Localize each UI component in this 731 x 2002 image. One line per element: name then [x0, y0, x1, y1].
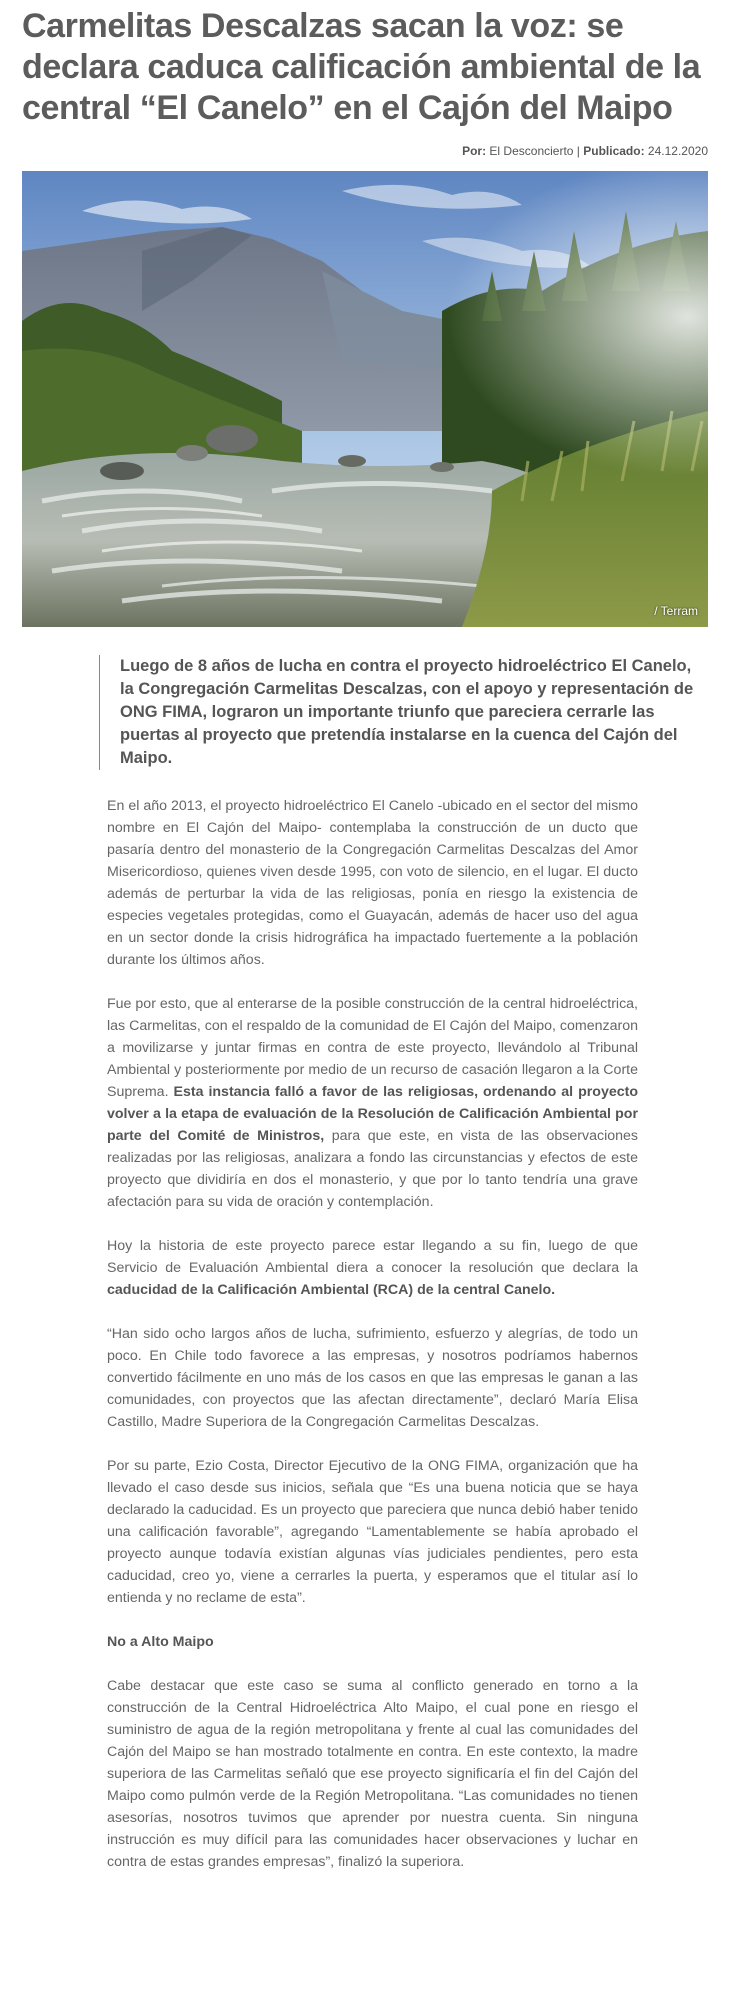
publish-date: 24.12.2020: [644, 144, 708, 158]
author-label: Por:: [462, 144, 487, 158]
paragraph-2-bold: Esta instancia falló a favor de las religiosas, ordenando al proyecto volver a la etapa de evaluación de la Resolución de Calificación Ambiental por parte del Comité de Ministros,: [107, 1084, 639, 1144]
paragraph-2: [107, 993, 638, 1213]
article-title: Carmelitas Descalzas sacan la voz: se declara caduca calificación ambiental de la central “El Canelo” en el Cajón del Maipo: [22, 7, 701, 127]
hero-image: [22, 171, 708, 627]
paragraph-6: Cabe destacar que este caso se suma al conflicto generado en torno a la construcción de la Central Hidroeléctrica Alto Maipo, el cual pone en riesgo el suministro de agua de la región metropolitana y frente al cual las comunidades del Cajón del Maipo se han mostrado totalmente en contra. En este contexto, la madre superiora de las Carmelitas señaló que ese proyecto significaría el fin del Cajón del Maipo como pulmón verde de la Región Metropolitana. “Las comunidades no tienen asesorías, nosotros tuvimos que aprender por nuestra cuenta. Sin ninguna instrucción es muy difícil para las comunidades hacer observaciones y luchar en contra de estas grandes empresas”, finalizó la superiora.: [107, 1678, 638, 1870]
paragraph-4: “Han sido ocho largos años de lucha, sufrimiento, esfuerzo y alegrías, de todo un poco. En Chile todo favorece a las empresas, y nosotros podríamos habernos convertido fácilmente en uno más de los casos en que las empresas le ganan a las comunidades, con proyectos que las afectan directamente”, declaró María Elisa Castillo, Madre Superiora de la Congregación Carmelitas Descalzas.: [107, 1326, 638, 1430]
published-label: Publicado:: [583, 144, 645, 158]
image-credit: / Terram: [654, 604, 698, 618]
paragraph-2-text-c: para que este, en vista de las observaciones realizadas por las religiosas, analizara a fondo las circunstancias y efectos de este proyecto que dividiría en dos el monasterio, y que por lo tanto tendría una grave afectación para su vida de oración y contemplación.: [107, 1128, 638, 1210]
section-subheading: No a Alto Maipo: [107, 1634, 214, 1650]
author-name: El Desconcierto |: [486, 144, 584, 158]
paragraph-1: En el año 2013, el proyecto hidroeléctrico El Canelo -ubicado en el sector del mismo nombre en El Cajón del Maipo- contemplaba la construcción de un ducto que pasaría dentro del monasterio de la Congregación Carmelitas Descalzas del Amor Misericordioso, quienes viven desde 1995, con voto de silencio, en el lugar. El ducto además de perturbar la vida de las religiosas, ponía en riesgo la existencia de especies vegetales protegidas, como el Guayacán, además de hacer uso del agua en un sector donde la crisis hidrográfica ha impactado fuertemente a la población durante los últimos años.: [107, 798, 638, 968]
paragraph-3: [107, 1235, 638, 1301]
paragraph-3-text: Hoy la historia de este proyecto parece estar llegando a su fin, luego de que Servicio de Evaluación Ambiental diera a conocer la resolución que declara la: [107, 1238, 638, 1276]
paragraph-3-bold: caducidad de la Calificación Ambiental (RCA) de la central Canelo.: [107, 1282, 556, 1298]
paragraph-2-text-a: Fue por esto, que al enterarse de la posible construcción de la central hidroeléctrica, las Carmelitas, con el respaldo de la comunidad de El Cajón del Maipo, comenzaron a movilizarse y juntar firmas en contra de este proyecto, llevándolo al Tribunal Ambiental y posteriormente por medio de un recurso de casación llegaron a la Corte Suprema.: [107, 996, 638, 1100]
paragraph-5: Por su parte, Ezio Costa, Director Ejecutivo de la ONG FIMA, organización que ha llevado el caso desde sus inicios, señala que “Es una buena noticia que se haya declarado la caducidad. Es un proyecto que pareciera que nunca debió haber tenido una calificación favorable”, agregando “Lamentablemente se había aprobado el proyecto aunque todavía existían algunas vías judiciales pendientes, pero esta caducidad, creo yo, viene a cerrarles la puerta, y esperamos que el titular así lo entienda y no reclame de esta”.: [107, 1458, 638, 1606]
river-landscape-illustration: [22, 171, 708, 627]
article-body: [107, 795, 638, 1873]
article-lead: Luego de 8 años de lucha en contra el proyecto hidroeléctrico El Canelo, la Congregación Carmelitas Descalzas, con el apoyo y representación de ONG FIMA, lograron un importante triunfo que pareciera cerrarle las puertas al proyecto que pretendía instalarse en la cuenca del Cajón del Maipo.: [99, 655, 705, 770]
article-meta: [0, 129, 731, 158]
